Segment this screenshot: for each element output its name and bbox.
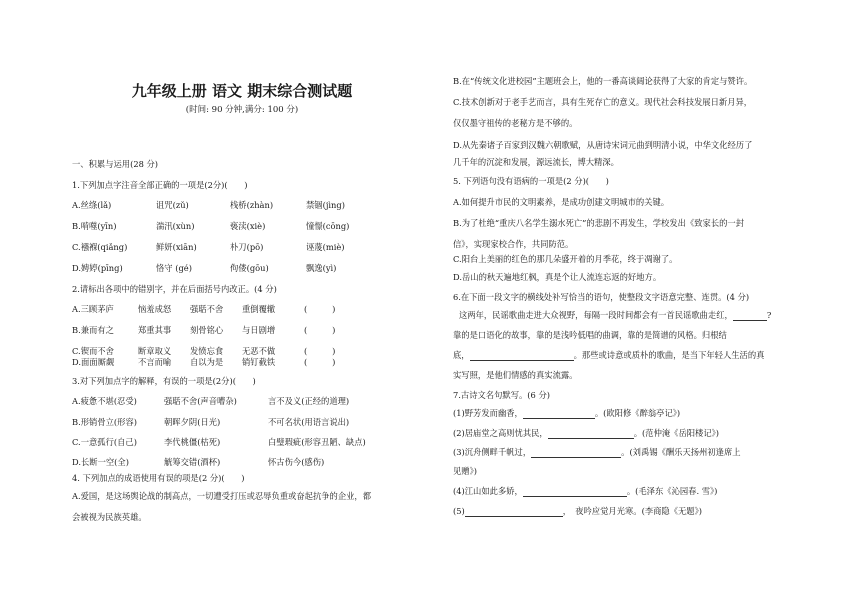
- option-cell: 怀古伤今(感伤): [268, 457, 325, 467]
- option-cell: D.长断一空(全): [72, 457, 129, 467]
- option-cell: B.兼而有之: [72, 325, 114, 335]
- question-7-stem: 7.古诗文名句默写。(6 分): [453, 390, 550, 400]
- poem-source: 。(范仲淹《岳阳楼记》): [633, 428, 720, 438]
- question-4-option-a-line1: A.爱国，是这场舆论战的制高点，一切遭受打压或忍辱负重或奋起抗争的企业，都: [72, 491, 372, 501]
- option-cell: 自以为是: [190, 357, 224, 367]
- option-cell: 亵渎(xiè): [230, 221, 266, 231]
- exam-info: (时间: 90 分钟,满分: 100 分): [185, 105, 299, 115]
- question-7-item-4: [453, 486, 717, 497]
- option-cell: 刻骨铭心: [190, 325, 224, 335]
- question-6-passage-line4: 实写照，是他们情感的真实流露。: [453, 370, 578, 380]
- option-cell: D.面面厮觑: [72, 357, 115, 367]
- option-cell: 郑重其事: [138, 325, 172, 335]
- question-4-option-c-line2: 仅仅墨守祖传的老秘方是不够的。: [453, 118, 578, 128]
- option-cell: 不可名状(用语言说出): [268, 417, 350, 427]
- option-cell: 觥筹交错(酒杯): [164, 457, 221, 467]
- option-cell: 憧憬(cōng): [306, 221, 350, 231]
- question-3-stem: 3.对下列加点字的解释，有误的一项是(2分)( ): [72, 376, 256, 386]
- option-cell: C.一意孤行(自己): [72, 437, 137, 447]
- question-4-option-b: B.在“传统文化进校园”主题班会上，他的一番高谈阔论获得了大家的肯定与赞许。: [453, 76, 753, 86]
- question-7-item-2: [453, 428, 719, 439]
- option-cell: 恼羞成怒: [138, 304, 172, 314]
- option-cell: 湍汛(xùn): [156, 221, 195, 231]
- question-5-option-a: A.如何提升市民的文明素养，是成功创建文明城市的关键。: [453, 197, 670, 207]
- answer-blank[interactable]: [548, 429, 634, 439]
- passage-punct: ?: [766, 310, 772, 320]
- poem-prompt: (2)居庙堂之高则忧其民，: [453, 428, 548, 438]
- poem-source: ， 夜吟应觉月光寒。(李商隐《无题》): [562, 506, 702, 516]
- answer-blank[interactable]: [470, 351, 574, 361]
- question-5-option-b-line1: B.为了杜绝“重庆八名学生溺水死亡”的悲剧不再发生，学校发出《致家长的一封: [453, 218, 745, 228]
- option-cell: 李代桃僵(枯死): [164, 437, 221, 447]
- option-cell: 栈桥(zhàn): [230, 200, 274, 210]
- question-4-option-d-line2: 几千年的沉淀和发展，源远流长，博大精深。: [453, 157, 619, 167]
- option-cell: 诬蔑(miè): [306, 242, 345, 252]
- passage-text: 。那些或诗意或质朴的歌曲，是当下年轻人生活的真: [573, 350, 765, 360]
- question-4-option-d-line1: D.从先秦诸子百家到汉魏六朝歌赋，从唐诗宋词元曲到明清小说，中华文化经历了: [453, 140, 753, 150]
- option-cell: A.丝绦(lǎ): [72, 200, 112, 210]
- poem-prompt: (4)江山如此多娇，: [453, 486, 523, 496]
- answer-brackets: ( ): [304, 325, 336, 335]
- question-4-option-a-line2: 会被视为民族英雄。: [72, 512, 147, 522]
- question-6-stem: 6.在下面一段文字的横线处补写恰当的语句，使整段文字语意完整、连贯。(4 分): [453, 292, 750, 302]
- answer-blank[interactable]: [733, 311, 767, 321]
- option-cell: 飘逸(yì): [306, 263, 337, 273]
- option-cell: 强聒不舍: [190, 304, 224, 314]
- passage-text: 这两年，民谣歌曲走进大众视野，每隔一段时间都会有一首民谣歌曲走红，: [459, 310, 733, 320]
- option-cell: 断章取义: [138, 346, 172, 356]
- passage-text: 底，: [453, 350, 470, 360]
- page-title: 九年级上册 语文 期末综合测试题: [131, 82, 353, 100]
- question-7-item-3: [453, 447, 741, 458]
- option-cell: 强聒不舍(声音嘈杂): [164, 396, 237, 406]
- option-cell: C.锲而不舍: [72, 346, 114, 356]
- section-heading: 一、积累与运用(28 分): [72, 159, 159, 169]
- option-cell: D.娉婷(pīng): [72, 263, 123, 273]
- question-5-option-d: D.岳山的秋天遍地红枫，真是个让人流连忘返的好地方。: [453, 272, 662, 282]
- question-5-option-b-line2: 信》，实现家校合作，共同防范。: [453, 239, 574, 249]
- answer-brackets: ( ): [304, 357, 336, 367]
- question-6-passage-line1: [459, 310, 771, 321]
- poem-prompt: (1)野芳发而幽香，: [453, 408, 523, 418]
- question-7-item-1: [453, 408, 680, 419]
- poem-source: 。(毛泽东《沁园春. 雪》): [626, 486, 718, 496]
- option-cell: 白璧瑕疵(形容丑陋、缺点): [268, 437, 366, 447]
- option-cell: 诅咒(zǔ): [156, 200, 189, 210]
- option-cell: 销钉截铁: [242, 357, 276, 367]
- option-cell: 重倒覆辙: [242, 304, 276, 314]
- poem-source: 。(欧阳修《醉翁亭记》): [594, 408, 681, 418]
- option-cell: 与日剧增: [242, 325, 276, 335]
- poem-prompt: (5): [453, 506, 465, 516]
- option-cell: 言不及义(正经的道理): [268, 396, 350, 406]
- option-cell: 鲜妍(xiān): [156, 242, 197, 252]
- question-4-stem: 4. 下列加点的成语使用有误的项是(2 分)( ): [72, 473, 245, 483]
- option-cell: A.三顾茅庐: [72, 304, 114, 314]
- question-7-item-5: [453, 506, 702, 517]
- option-cell: 朝晖夕阴(日光): [164, 417, 221, 427]
- answer-blank[interactable]: [523, 487, 627, 497]
- answer-blank[interactable]: [465, 507, 563, 517]
- question-1-stem: 1.下列加点字注音全部正确的一项是(2分)( ): [72, 180, 248, 190]
- answer-brackets: ( ): [304, 346, 336, 356]
- option-cell: B.形销骨立(形容): [72, 417, 137, 427]
- answer-blank[interactable]: [531, 448, 621, 458]
- poem-source: 。(刘禹锡《酬乐天扬州初逢席上: [621, 447, 741, 457]
- question-5-stem: 5. 下列语句没有语病的一项是(2 分)( ): [453, 176, 609, 186]
- option-cell: A.疲惫不堪(忍受): [72, 396, 137, 406]
- question-6-passage-line2: 靠的是口语化的故事，靠的是浅吟低唱的曲调，靠的是简谱的风格。归根结: [453, 330, 727, 340]
- question-5-option-c: C.阳台上美丽的红色的那几朵盛开着的月季花，终于凋谢了。: [453, 254, 678, 264]
- option-cell: 无恶不做: [242, 346, 276, 356]
- question-7-item-3-cont: 见赠》): [453, 466, 477, 476]
- option-cell: 恪守 (gé): [156, 263, 192, 273]
- option-cell: 发愤忘食: [190, 346, 224, 356]
- option-cell: B.啃噬(yīn): [72, 221, 117, 231]
- option-cell: 佝偻(gōu): [230, 263, 269, 273]
- option-cell: 不言而喻: [138, 357, 172, 367]
- poem-prompt: (3)沉舟侧畔千帆过，: [453, 447, 532, 457]
- question-6-passage-line3: [453, 350, 764, 361]
- option-cell: C.襁褓(qiǎng): [72, 242, 128, 252]
- question-2-stem: 2.请标出各项中的错别字，并在后面括号内改正。(4 分): [72, 284, 277, 294]
- answer-brackets: ( ): [304, 304, 336, 314]
- answer-blank[interactable]: [523, 409, 595, 419]
- option-cell: 朴刀(pō): [230, 242, 264, 252]
- option-cell: 禁锢(jìng): [306, 200, 345, 210]
- question-4-option-c-line1: C.技术创新对于老手艺而言，具有生死存亡的意义。现代社会科技发展日新月异，: [453, 97, 753, 107]
